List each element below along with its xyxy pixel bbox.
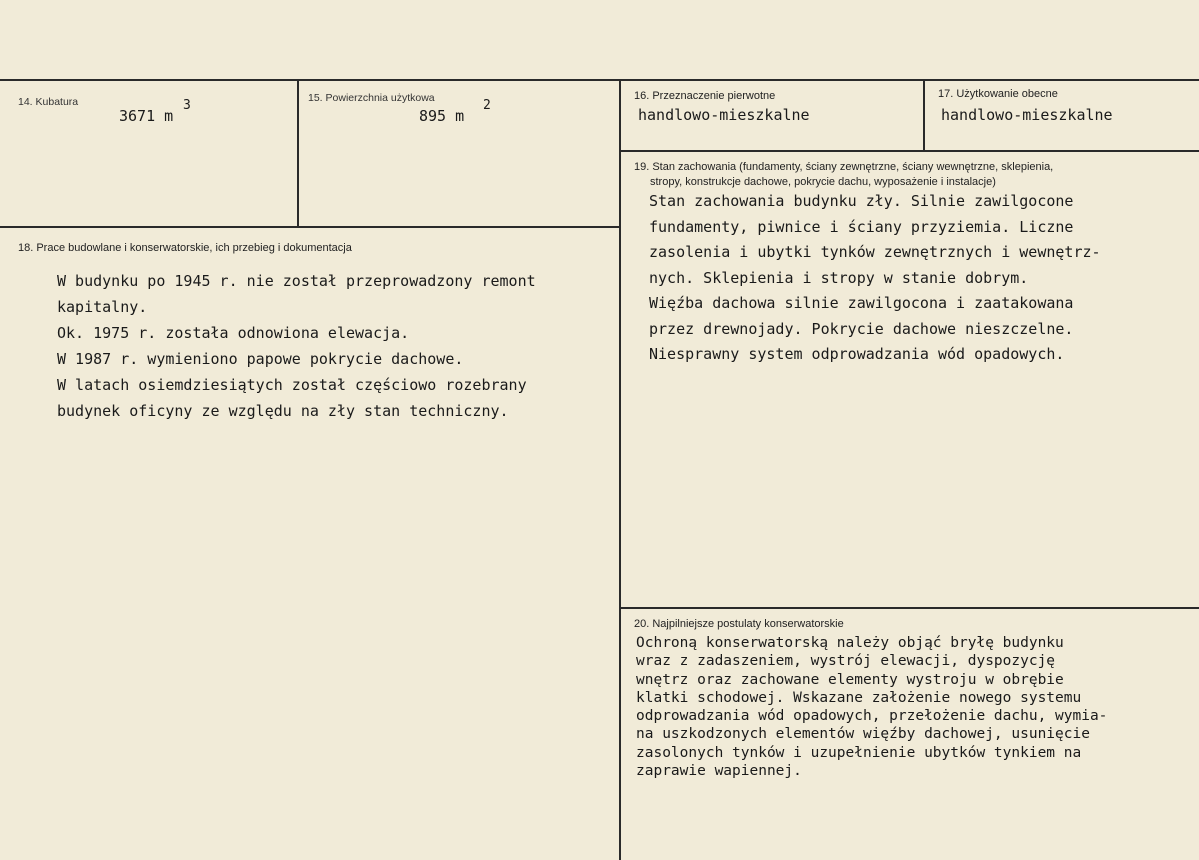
- field-15-label: 15. Powierzchnia użytkowa: [308, 92, 435, 104]
- field-18-line: kapitalny.: [57, 298, 148, 316]
- field-18-line: W budynku po 1945 r. nie został przeprowadzony remont: [57, 272, 536, 290]
- line-under-16-17: [620, 150, 1199, 152]
- field-20-line: klatki schodowej. Wskazane założenie nowego systemu: [636, 689, 1082, 706]
- field-16-label: 16. Przeznaczenie pierwotne: [634, 90, 776, 102]
- field-20-text: [636, 634, 1107, 780]
- field-19-label-line-2: stropy, konstrukcje dachowe, pokrycie dachu, wyposażenie i instalacje): [650, 176, 996, 188]
- field-20-label: 20. Najpilniejsze postulaty konserwatorskie: [634, 618, 844, 630]
- field-20-line: Ochroną konserwatorską należy objąć bryłę budynku: [636, 635, 1064, 651]
- field-18-line: W latach osiemdziesiątych został częściowo rozebrany: [57, 376, 527, 394]
- field-16-value: handlowo-mieszkalne: [638, 106, 810, 124]
- field-20-line: zasolonych tynków i uzupełnienie ubytków tynkiem na: [636, 744, 1082, 761]
- field-17-value: handlowo-mieszkalne: [941, 106, 1113, 124]
- line-under-19: [620, 607, 1199, 609]
- field-19-line: fundamenty, piwnice i ściany przyziemia. Liczne: [649, 217, 1074, 236]
- field-15-value: 895 m: [419, 107, 465, 125]
- top-border-line: [0, 79, 1199, 81]
- field-18-line: Ok. 1975 r. została odnowiona elewacja.: [57, 324, 410, 342]
- field-18-text: [57, 268, 536, 424]
- field-18-line: budynek oficyny ze względu na zły stan techniczny.: [57, 402, 509, 420]
- divider-14-15: [297, 80, 299, 228]
- field-14-value: 3671 m: [119, 107, 174, 125]
- field-17-label: 17. Użytkowanie obecne: [938, 88, 1058, 100]
- field-20-line: wnętrz oraz zachowane elementy wystroju w obrębie: [636, 671, 1064, 688]
- field-14-label: 14. Kubatura: [18, 96, 79, 108]
- field-20-line: zaprawie wapiennej.: [636, 763, 802, 780]
- field-20-line: odprowadzania wód opadowych, przełożenie dachu, wymia-: [636, 708, 1108, 725]
- field-19-line: Stan zachowania budynku zły. Silnie zawilgocone: [649, 192, 1074, 210]
- field-19-line: Niesprawny system odprowadzania wód opadowych.: [649, 345, 1065, 363]
- field-20-line: wraz z zadaszeniem, wystrój elewacji, dyspozycję: [636, 653, 1056, 670]
- field-19-line: nych. Sklepienia i stropy w stanie dobrym.: [649, 268, 1029, 287]
- line-under-14-15: [0, 226, 620, 228]
- field-18-label: 18. Prace budowlane i konserwatorskie, ich przebieg i dokumentacja: [18, 242, 352, 254]
- field-20-line: na uszkodzonych elementów więźby dachowej, usunięcie: [636, 726, 1090, 743]
- field-19-label-line-1: 19. Stan zachowania (fundamenty, ściany zewnętrzne, ściany wewnętrzne, sklepienia,: [634, 161, 1054, 173]
- divider-16-17: [923, 80, 925, 152]
- field-19-line: zasolenia i ubytki tynków zewnętrznych i wewnętrz-: [649, 243, 1101, 261]
- field-19-text: [649, 189, 1101, 368]
- field-18-line: W 1987 r. wymieniono papowe pokrycie dachowe.: [57, 350, 464, 368]
- field-19-line: Więźba dachowa silnie zawilgocona i zaatakowana: [649, 294, 1074, 312]
- field-15-exponent: 2: [483, 98, 491, 113]
- field-14-exponent: 3: [183, 98, 191, 113]
- field-19-line: przez drewnojady. Pokrycie dachowe nieszczelne.: [649, 319, 1074, 338]
- center-divider: [619, 80, 621, 860]
